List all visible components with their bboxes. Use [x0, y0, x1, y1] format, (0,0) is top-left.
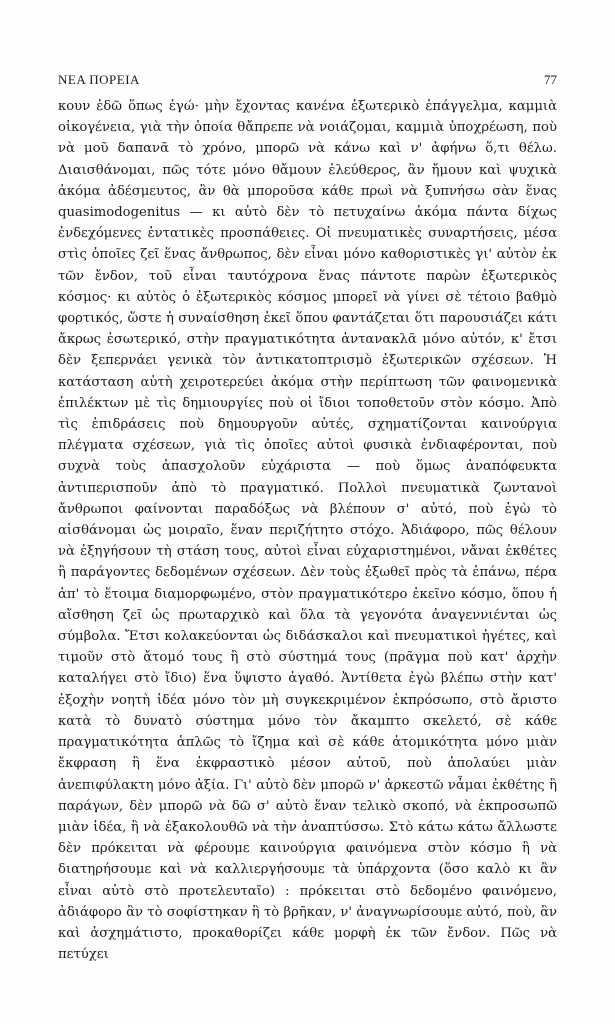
page-number: 77 [544, 72, 557, 87]
page-header [58, 72, 557, 92]
body-paragraph: κουν ἐδῶ ὅπως ἐγώ· μὴν ἔχοντας κανένα ἐξωτερικὸ ἐπάγγελμα, καμμιὰ οἰκογένεια, γιὰ τὴν ὁποία θἄπρεπε νὰ νοιάζομαι, καμμιὰ ὑποχρέωση, ποὺ νὰ μοῦ δαπανᾶ τὸ χρόνο, μπορῶ νὰ κάνω καὶ ν' ἀφήνω ὅ,τι θέλω. Διαισθάνομαι, πῶς τότε μόνο θἄμουν ἐλεύθερος, ἂν ἤμουν καὶ ψυχικὰ ἀκόμα ἀδέσμευτος, ἂν θὰ μποροῦσα κάθε πρωὶ νὰ ξυπνήσω σὰν ἕνας quasimodogenitus — κι αὐτὸ δὲν τὸ πετυχαίνω ἀκόμα πάντα δίχως ἐνδεχόμενες ἐντατικὲς προσπάθειες. Οἱ πνευματικὲς συναρτήσεις, μέσα στὶς ὁποῖες ζεῖ ἕνας ἄνθρωπος, δὲν εἶναι μόνο καθοριστικὲς γι' αὐτὸν ἐκ τῶν ἔνδον, τοῦ εἶναι ταυτόχρονα ἕνας πάντοτε παρὼν ἐξωτερικὸς κόσμος· κι αὐτὸς ὁ ἐξωτερικὸς κόσμος μπορεῖ νὰ γίνει σὲ τέτοιο βαθμὸ φορτικός, ὥστε ἡ συναίσθηση ἐκεῖ ὅπου φαντάζεται ὅτι παρουσιάζει κάτι ἄκρως ἐσωτερικό, στὴν πραγματικότητα ἀντανακλᾶ μόνο αὐτόν, κ' ἔτσι δὲν ξεπερνάει γενικὰ τὸν ἀντικατοπτρισμὸ ἐξωτερικῶν σχέσεων. Ἡ κατάσταση αὐτὴ χειροτερεύει ἀκόμα στὴν περίπτωση τῶν φαινομενικὰ ἐπιλέκτων μὲ τὶς δημιουργίες ποὺ οἱ ἴδιοι τοποθετοῦν στὸν κόσμο. Ἀπὸ τὶς ἐπιδράσεις ποὺ δημουργοῦν αὐτές, σχηματίζονται καινούργια πλέγματα σχέσεων, γιὰ τὶς ὁποῖες αὐτοὶ φυσικὰ ἐνδιαφέρονται, ποὺ συχνὰ τοὺς ἀπασχολοῦν εὐχάριστα — ποὺ ὅμως ἀναπόφευκτα ἀντιπερισποῦν ἀπὸ τὸ πραγματικό. Πολλοὶ πνευματικὰ ζωντανοὶ ἄνθρωποι φαίνονται παραδόξως νὰ βλέπουν σ' αὐτό, ποὺ ἐγὼ τὸ αἰσθάνομαι ὡς μοιραῖο, ἕναν περιζήτητο στόχο. Ἀδιάφορο, πῶς θέλουν νὰ ἐξηγήσουν τὴ στάση τους, αὐτοὶ εἶναι εὐχαριστημένοι, νἄναι ἐκθέτες ἢ παράγοντες δεδομένων σχέσεων. Δὲν τοὺς ἐξωθεῖ πρὸς τὰ ἐπάνω, πέρα ἀπ' τὸ ἕτοιμα διαμορφωμένο, στὸν πραγματικότερο ἐκεῖνο κόσμο, ὅπου ἡ αἴσθηση ζεῖ ὡς πρωταρχικὸ καὶ ὅλα τὰ γεγονότα ἀναγεννιένται ὡς σύμβολα. Ἔτσι κολακεύονται ὡς διδάσκαλοι καὶ πνευματικοὶ ἡγέτες, καὶ τιμοῦν στὸ ἄτομό τους ἢ στὸ σύστημά τους (πρᾶγμα ποὺ κατ' ἀρχὴν καταλήγει στὸ ἴδιο) ἕνα ὕψιστο ἀγαθό. Ἀντίθετα ἐγὼ βλέπω στὴν κατ' ἐξοχὴν νοητὴ ἰδέα μόνο τὸν μὴ συγκεκριμένον ἐκπρόσωπο, στὸ ἄριστο κατὰ τὸ δυνατὸ σύστημα μόνο τὸν ἄκαμπτο σκελετό, σὲ κάθε πραγματικότητα ἁπλῶς τὸ ἴζημα καὶ σὲ κάθε ἀτομικότητα μόνο μιὰν ἔκφραση ἢ ἕνα ἐκφραστικὸ μέσον αὐτοῦ, ποὺ ἀπολαύει μιὰν ἀνεπιφύλακτη μόνο ἀξία. Γι' αὐτὸ δὲν μπορῶ ν' ἀρκεστῶ νἆμαι ἐκθέτης ἢ παράγων, δὲν μπορῶ νὰ δῶ σ' αὐτὸ ἕναν τελικὸ σκοπό, νὰ ἐκπροσωπῶ μιὰν ἰδέα, ἢ νὰ ἐξακολουθῶ νὰ τὴν ἀναπτύσσω. Στὸ κάτω κάτω ἄλλωστε δὲν πρόκειται νὰ φέρουμε καινούργια φαινόμενα στὸν κόσμο ἢ νὰ διατηρήσουμε καὶ νὰ καλλιεργήσουμε τὰ ὑπάρχοντα (ὅσο καλὸ κι ἂν εἶναι αὐτὸ στὸ προτελευταῖο) : πρόκειται στὸ δεδομένο φαινόμενο, ἀδιάφορο ἂν τὸ σοφίστηκαν ἢ τὸ βρῆκαν, ν' ἀναγνωρίσουμε αὐτό, ποὺ, ἂν καὶ ἀσχημάτιστο, προκαθορίζει κάθε μορφὴ ἐκ τῶν ἔνδον. Πῶς νὰ πετύχει [58, 99, 557, 963]
running-head: ΝΕΑ ΠΟΡΕΙΑ [58, 72, 140, 87]
body-text [58, 96, 557, 965]
